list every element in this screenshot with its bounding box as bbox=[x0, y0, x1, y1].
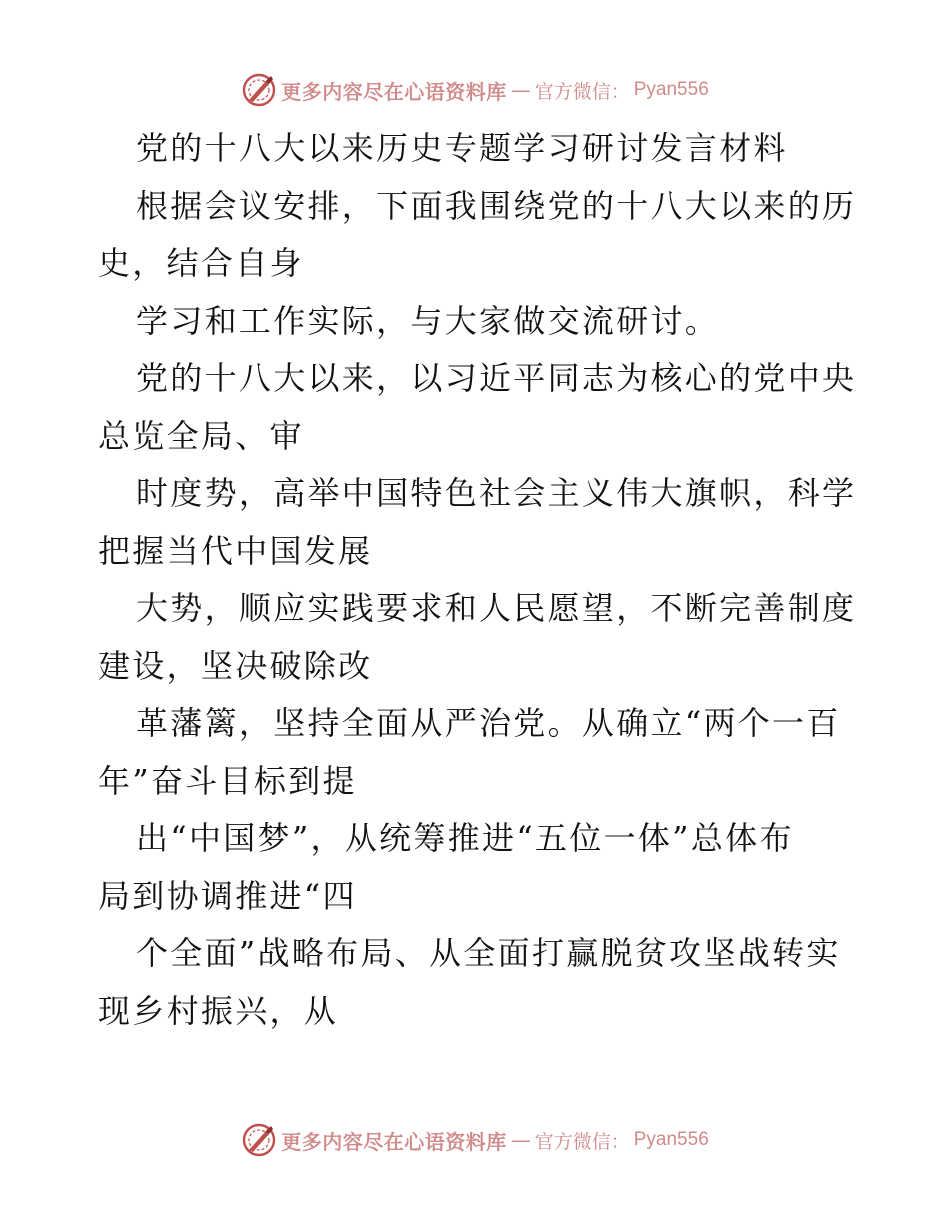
paragraph-line: 现乡村振兴，从 bbox=[98, 991, 339, 1030]
document-body bbox=[98, 120, 857, 1040]
promo-separator: — bbox=[510, 78, 531, 102]
paragraph-line: 史，结合自身 bbox=[98, 244, 304, 282]
document-title: 党的十八大以来历史专题学习研讨发言材料 bbox=[136, 129, 788, 167]
wechat-id: Pyan556 bbox=[633, 79, 709, 100]
paragraph-line: 年”奋斗目标到提 bbox=[98, 761, 357, 800]
promo-text: 更多内容尽在心语资料库 bbox=[281, 1129, 507, 1154]
paragraph-line: 大势，顺应实践要求和人民愿望，不断完善制度 bbox=[136, 589, 857, 627]
paragraph-line: 建设，坚决破除改 bbox=[98, 646, 373, 685]
paragraph-line: 时度势，高举中国特色社会主义伟大旗帜，科学 bbox=[136, 474, 857, 512]
paragraph-line: 把握当代中国发展 bbox=[98, 531, 373, 570]
wechat-label: 官方微信： bbox=[534, 80, 630, 103]
promo-text: 更多内容尽在心语资料库 bbox=[281, 79, 507, 104]
promo-separator: — bbox=[510, 1128, 531, 1152]
paragraph-line: 个全面”战略布局、从全面打赢脱贫攻坚战转实 bbox=[136, 934, 841, 972]
header-banner bbox=[0, 70, 950, 110]
paragraph-line: 出“中国梦”，从统筹推进“五位一体”总体布 bbox=[136, 819, 794, 857]
paragraph-line: 党的十八大以来，以习近平同志为核心的党中央 bbox=[136, 359, 857, 397]
pen-logo-icon bbox=[241, 72, 277, 108]
wechat-id: Pyan556 bbox=[633, 1129, 709, 1150]
paragraph-line: 学习和工作实际，与大家做交流研讨。 bbox=[136, 301, 720, 340]
paragraph-line: 局到协调推进“四 bbox=[98, 876, 357, 915]
wechat-label: 官方微信： bbox=[534, 1130, 630, 1153]
footer-banner bbox=[0, 1120, 950, 1160]
pen-logo-icon bbox=[241, 1122, 277, 1158]
paragraph-line: 总览全局、审 bbox=[98, 416, 304, 455]
paragraph-line: 根据会议安排，下面我围绕党的十八大以来的历 bbox=[136, 186, 857, 225]
paragraph-line: 革藩篱，坚持全面从严治党。从确立“两个一百 bbox=[136, 704, 841, 742]
